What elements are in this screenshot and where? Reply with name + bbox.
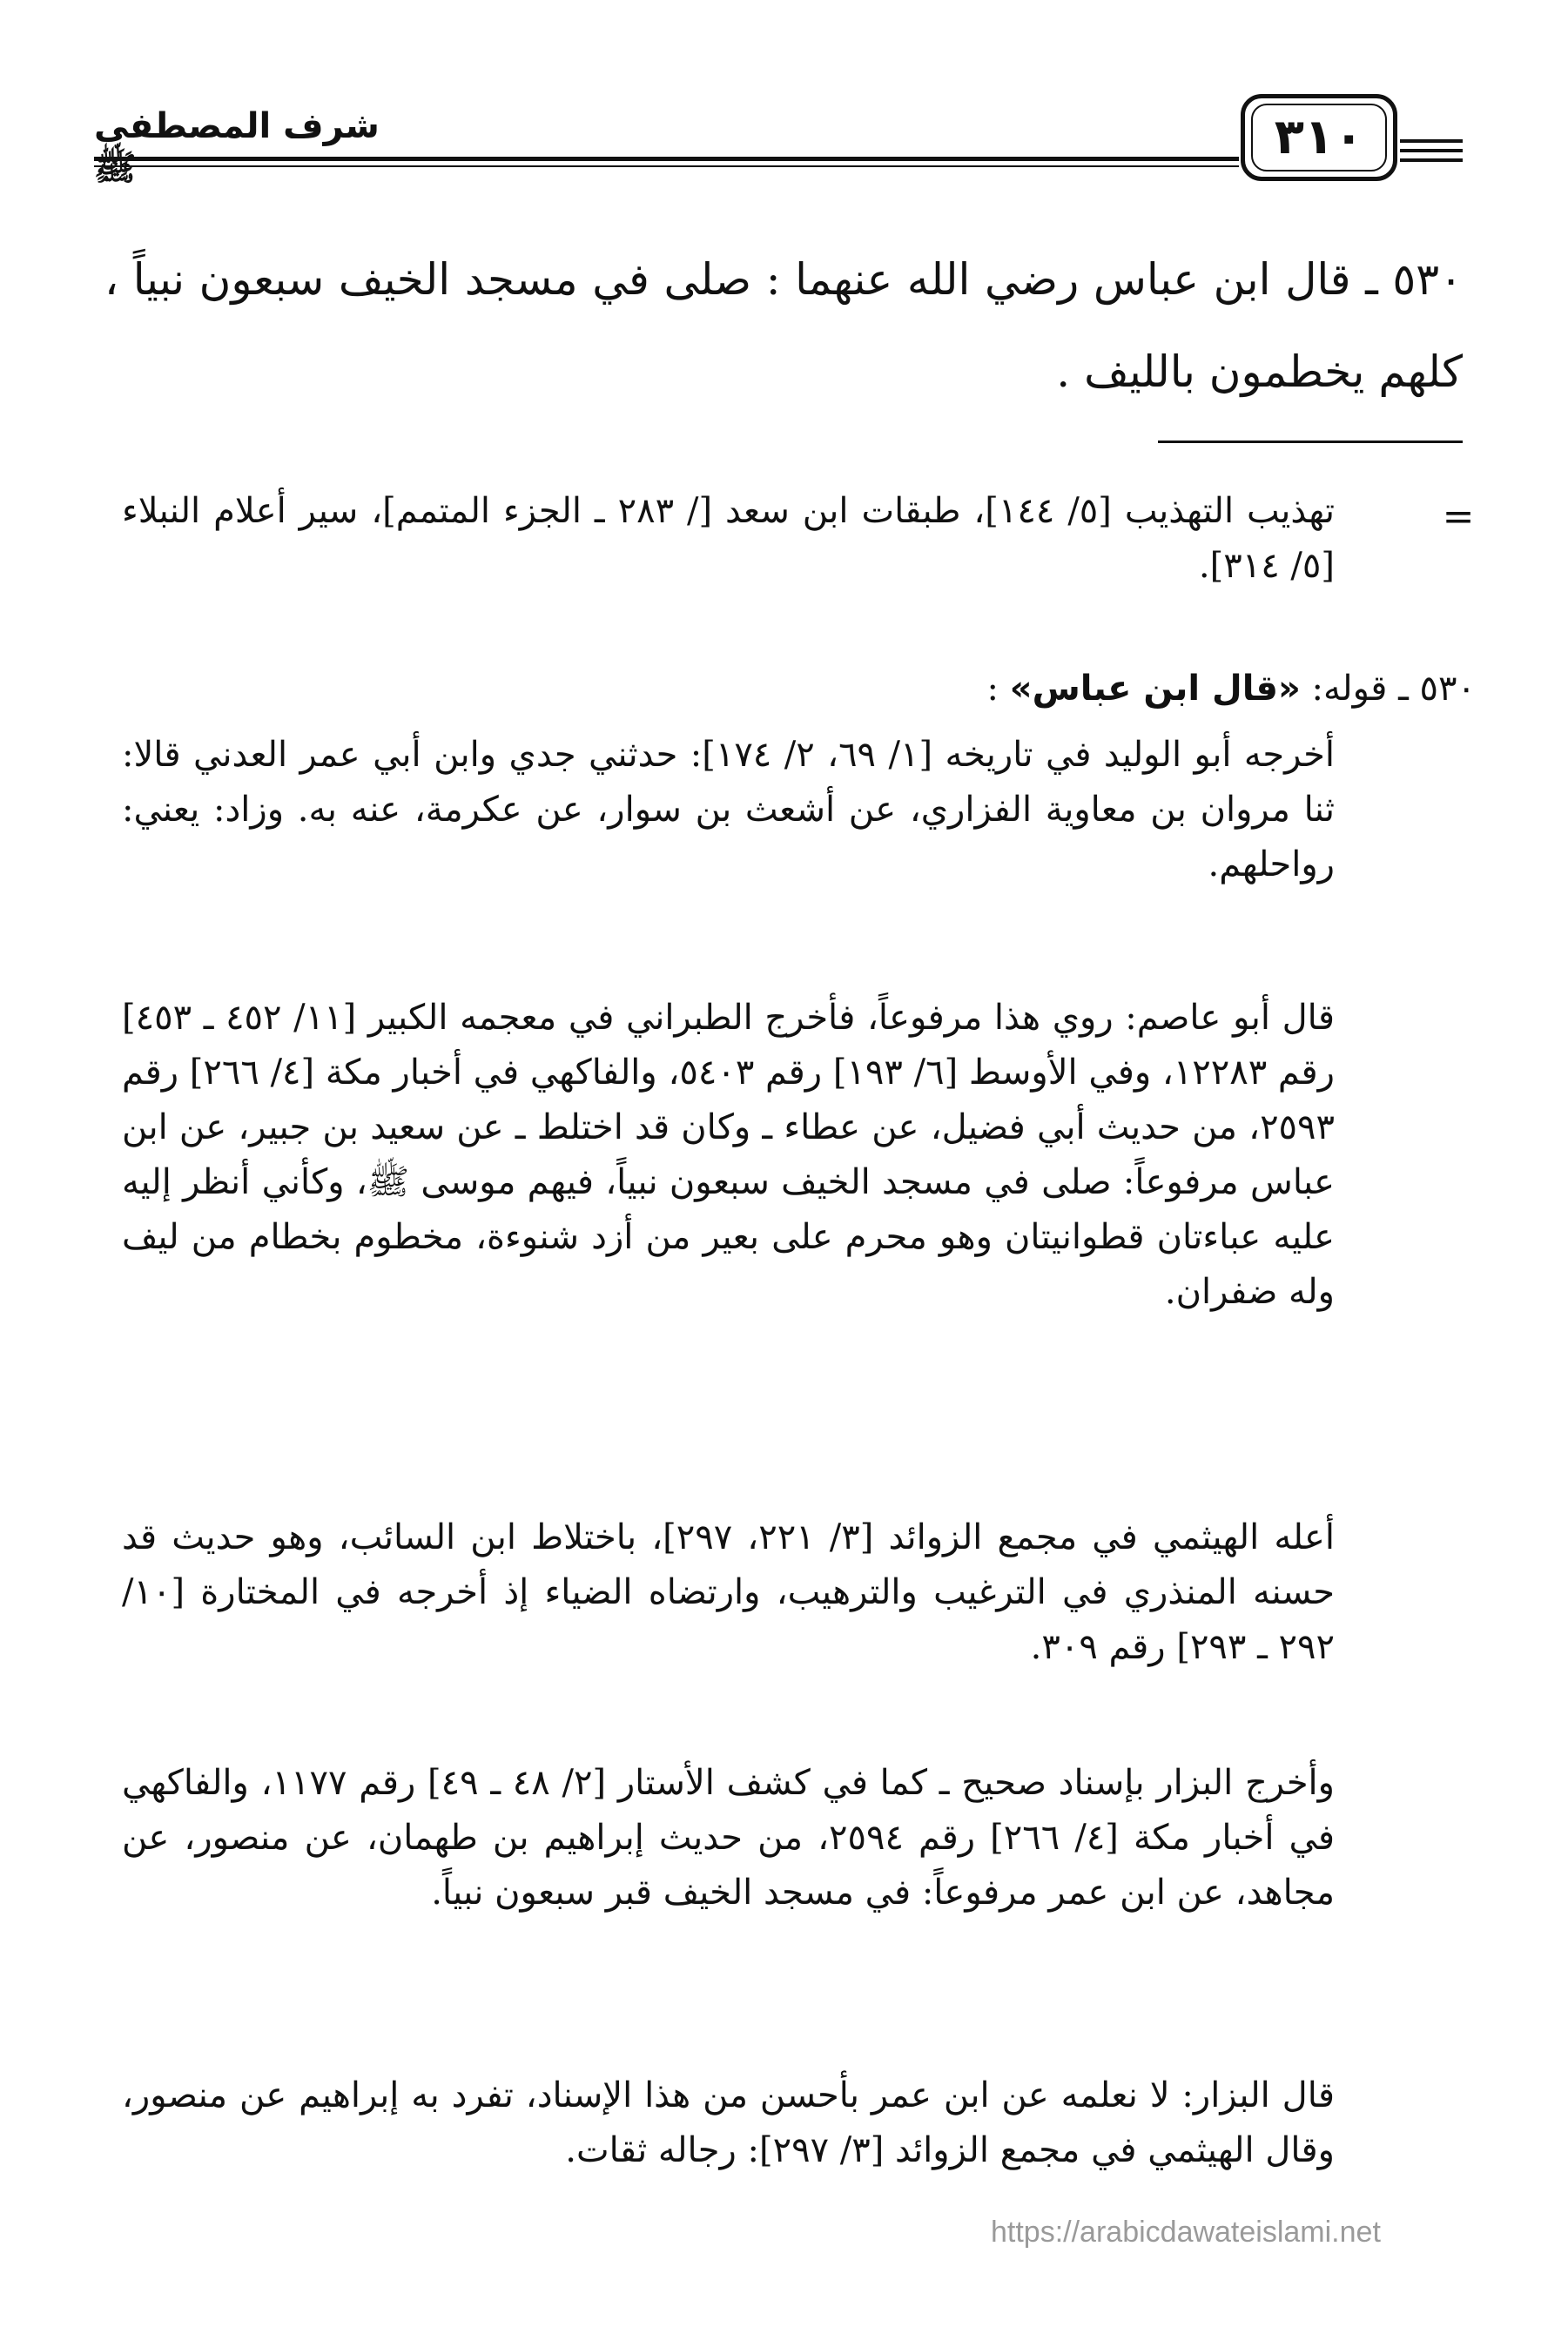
footnote-paragraph: قال أبو عاصم: روي هذا مرفوعاً، فأخرج الطبراني في معجمه الكبير [١١/ ٤٥٢ ـ ٤٥٣] رقم ١٢٢٨٣، وفي الأوسط [٦/ ١٩٣] رقم ٥٤٠٣، والفاكهي في أخبار مكة [٤/ ٢٦٦] رقم ٢٥٩٣، من حديث أبي فضيل، عن عطاء ـ وكان قد اختلط ـ عن سعيد بن جبير، عن ابن عباس مرفوعاً: صلى في مسجد الخيف سبعون نبياً، فيهم موسى ﷺ، وكأني أنظر إليه عليه عباءتان قطوانيتان وهو محرم على بعير من أزد شنوءة، مخطوم بخطام من ليف وله ضفران. [122,998,1335,1312]
header-rule-thin [94,165,1239,167]
footnote-entry-heading [122,662,1476,716]
footnote-continuation: تهذيب التهذيب [٥/ ١٤٤]، طبقات ابن سعد [/ ٢٨٣ ـ الجزء المتمم]، سير أعلام النبلاء [٥/ ٣١٤]. [122,491,1335,586]
footnote-separator [1158,441,1463,443]
footnote-paragraph: قال البزار: لا نعلمه عن ابن عمر بأحسن من هذا الإسناد، تفرد به إبراهيم عن منصور، وقال الهيثمي في مجمع الزوائد [٣/ ٢٩٧]: رجاله ثقات. [122,2075,1335,2170]
footnote-entry-number: ٥٣٠ ـ قوله: [1311,669,1476,709]
footnote-entry-quote: «قال ابن عباس» [1009,669,1301,709]
footnote-entry-colon: : [986,669,999,709]
footnote-paragraph: أعله الهيثمي في مجمع الزوائد [٣/ ٢٢١، ٢٩٧]، باختلاط ابن السائب، وهو حديث قد حسنه المنذري في الترغيب والترهيب، وارتضاه الضياء إذ أخرجه في المختارة [١٠/ ٢٩٢ ـ ٢٩٣] رقم ٣٠٩. [122,1517,1336,1667]
header-rule-right-3 [1400,158,1463,162]
footnote-continuation-mark: = [1442,494,1475,539]
header-rule-right-2 [1400,149,1463,152]
watermark-url: https://arabicdawateislami.net [991,2216,1381,2249]
header-rule-thick [94,157,1239,161]
page-number: ٣١٠ [1251,104,1387,171]
footnote-paragraph: أخرجه أبو الوليد في تاريخه [١/ ٦٩، ٢/ ١٧٤]: حدثني جدي وابن أبي عمر العدني قالا: ثنا مروان بن معاوية الفزاري، عن أشعث بن سوار، عن عكرمة، عنه به. وزاد: يعني: رواحلهم. [122,735,1335,884]
running-header-title: شرف المصطفى ﷺ [94,106,380,188]
header-rule-right-1 [1400,139,1463,143]
main-text: ٥٣٠ ـ قال ابن عباس رضي الله عنهما : صلى في مسجد الخيف سبعون نبياً ، كلهم يخطمون بالليف . [104,254,1463,397]
footnote-paragraph: وأخرج البزار بإسناد صحيح ـ كما في كشف الأستار [٢/ ٤٨ ـ ٤٩] رقم ١١٧٧، والفاكهي في أخبار مكة [٤/ ٢٦٦] رقم ٢٥٩٤، من حديث إبراهيم بن طهمان، عن منصور، عن مجاهد، عن ابن عمر مرفوعاً: في مسجد الخيف قبر سبعون نبياً. [122,1763,1336,1913]
